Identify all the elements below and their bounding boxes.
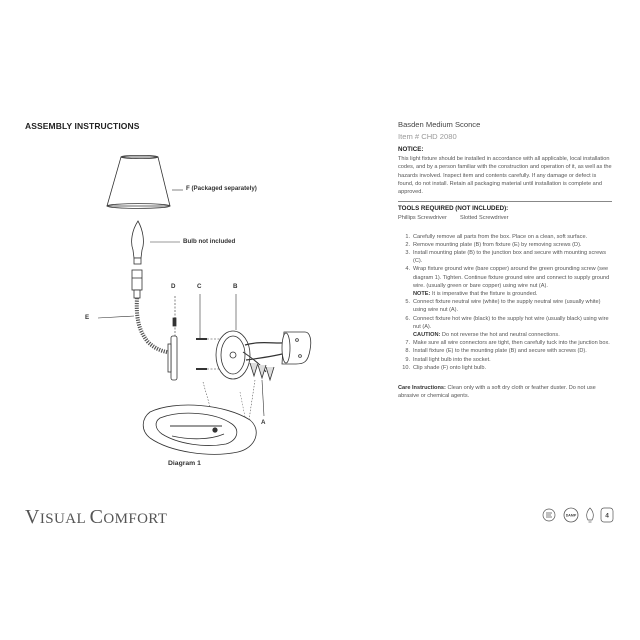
- label-a: A: [261, 419, 266, 426]
- tool-item: Phillips Screwdriver: [398, 215, 447, 222]
- assembly-diagram: [0, 0, 360, 480]
- step-item: 7. Make sure all wire connectors are tight, then carefully tuck into the junction box.: [405, 340, 610, 347]
- svg-text:DAMP: DAMP: [565, 513, 577, 518]
- step-item: 3. Install mounting plate (B) to the junction box and secure with mounting screws (C).: [405, 250, 607, 265]
- step-item: 9. Install light bulb into the socket.: [405, 356, 491, 363]
- bulb-count-icon: [601, 508, 613, 522]
- bulb: [132, 221, 144, 258]
- label-b: B: [233, 283, 238, 290]
- tool-item: Slotted Screwdriver: [460, 215, 509, 222]
- label-e: E: [85, 314, 90, 321]
- brand-logo: VISUAL COMFORT: [25, 506, 168, 528]
- step-item: 8. Install fixture (E) to the mounting plate (B) and secure with screws (D).: [405, 348, 587, 355]
- label-d: D: [171, 283, 176, 290]
- label-c: C: [197, 283, 202, 290]
- socket: [132, 270, 142, 290]
- svg-text:4: 4: [605, 512, 609, 520]
- notice-heading: NOTICE:: [398, 146, 424, 153]
- diagram-1-detail: [143, 405, 256, 454]
- label-bulb: Bulb not included: [183, 238, 236, 245]
- step-item: 5. Connect fixture neutral wire (white) to the supply neutral wire (usually white) using wire nut (A).: [405, 299, 601, 314]
- instructions-panel: [398, 120, 612, 400]
- damp-rated-icon: [564, 508, 578, 522]
- step-item: 1. Carefully remove all parts from the box. Place on a clean, soft surface.: [405, 233, 588, 240]
- arm-e: [137, 298, 172, 353]
- divider: [398, 201, 612, 202]
- shade-f: [107, 157, 170, 206]
- assembly-heading: ASSEMBLY INSTRUCTIONS: [25, 121, 140, 131]
- step-item: 4. Wrap fixture ground wire (bare copper) around the green grounding screw (see diagram 1). Tighten. Continue fixture ground wire and connect to supply ground wire. (usually green or bare copper) using wire nut (A).: [405, 266, 610, 289]
- diagram-caption: Diagram 1: [168, 460, 201, 467]
- backplate: [171, 336, 177, 380]
- step-item: 10. Clip shade (F) onto light bulb.: [402, 364, 487, 371]
- caution-line: CAUTION: Do not reverse the hot and neutral connections.: [413, 332, 560, 339]
- steps-list: [398, 233, 612, 372]
- step-item: 6. Connect fixture hot wire (black) to the supply hot wire (usually black) using wire nut (A).: [405, 315, 609, 330]
- step-item: 2. Remove mounting plate (B) from fixture (E) by removing screws (D).: [405, 241, 582, 248]
- care-instructions: Care Instructions: Clean only with a soft dry cloth or feather duster. Do not use abrasive or chemical agents.: [398, 385, 596, 400]
- label-f: F (Packaged separately): [186, 185, 257, 192]
- etl-listed-icon: [543, 509, 555, 521]
- tools-heading: TOOLS REQUIRED (NOT INCLUDED):: [398, 205, 509, 213]
- item-number: Item # CHD 2080: [398, 132, 457, 141]
- certification-icons: [541, 506, 621, 526]
- bulb-type-icon: [587, 508, 594, 522]
- product-title: Basden Medium Sconce: [398, 120, 481, 129]
- note-line: NOTE: It is imperative that the fixture is grounded.: [413, 291, 538, 298]
- tools-list: [398, 214, 612, 222]
- notice-text: This light fixture should be installed in accordance with all applicable, local installation codes, and by a person familiar with the construction and operation of it, as well as the hazards involved. Inspect item and contents carefully. If any damage or defect is found, do not install. Retain all packaging material until installation is complete and approved.: [398, 156, 612, 196]
